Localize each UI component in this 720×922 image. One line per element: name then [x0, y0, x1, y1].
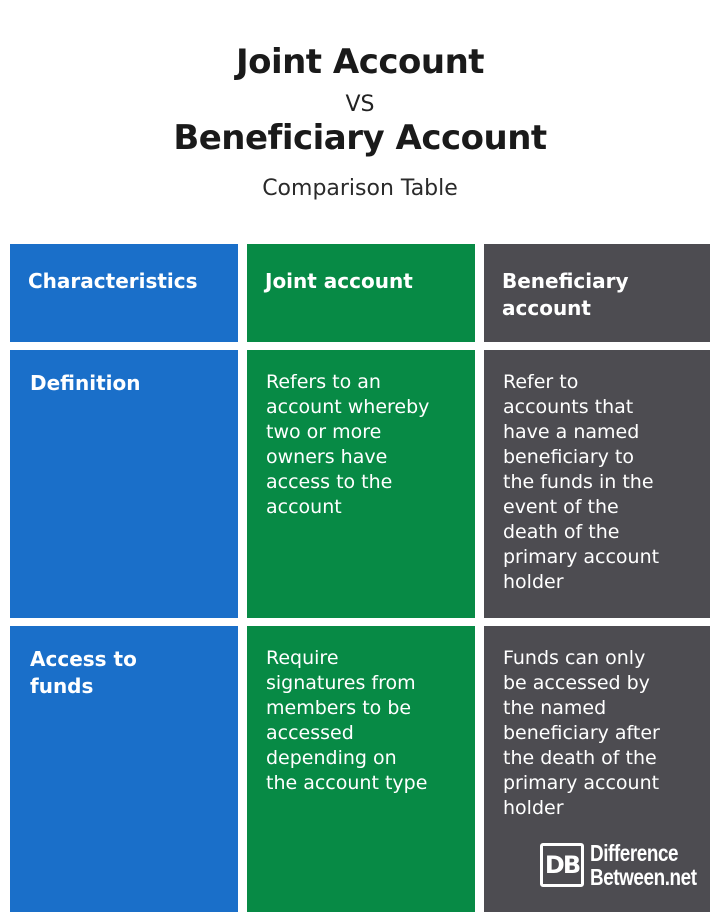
cell-definition-joint	[247, 350, 475, 618]
column-header-label: Characteristics	[28, 269, 198, 293]
cell-text: Refers to an account whereby two or more owners have access to the account	[266, 371, 430, 518]
cell-text: Require signatures from members to be accessed depending on the account type	[266, 647, 428, 794]
page-title-secondary: Beneficiary Account	[173, 118, 547, 158]
column-header-joint-account	[247, 244, 475, 342]
logo-text-line1: Difference	[590, 840, 679, 866]
cell-access-joint	[247, 626, 475, 912]
page-title: Joint Account	[235, 42, 485, 82]
vs-label: VS	[345, 92, 375, 117]
column-header-label: Beneficiary account	[502, 269, 629, 320]
cell-text: Refer to accounts that have a named beneficiary to the funds in the event of the death of the primary account holder	[503, 371, 660, 593]
column-header-beneficiary-account	[484, 244, 710, 342]
row-label: Definition	[30, 371, 141, 395]
cell-text: Funds can only be accessed by the named beneficiary after the death of the primary account holder	[503, 647, 660, 819]
logo-text-line2: Between.net	[590, 864, 697, 890]
column-header-characteristics	[10, 244, 238, 342]
cell-access-beneficiary	[484, 626, 710, 912]
row-label-definition	[10, 350, 238, 618]
cell-definition-beneficiary	[484, 350, 710, 618]
differencebetween-logo	[540, 841, 700, 891]
logo-mark-text: DB	[544, 851, 580, 879]
page-subtitle: Comparison Table	[262, 176, 458, 201]
column-header-label: Joint account	[265, 269, 413, 293]
db-logo-icon	[540, 843, 584, 887]
row-label: Access to funds	[30, 647, 137, 698]
row-label-access-to-funds	[10, 626, 238, 912]
